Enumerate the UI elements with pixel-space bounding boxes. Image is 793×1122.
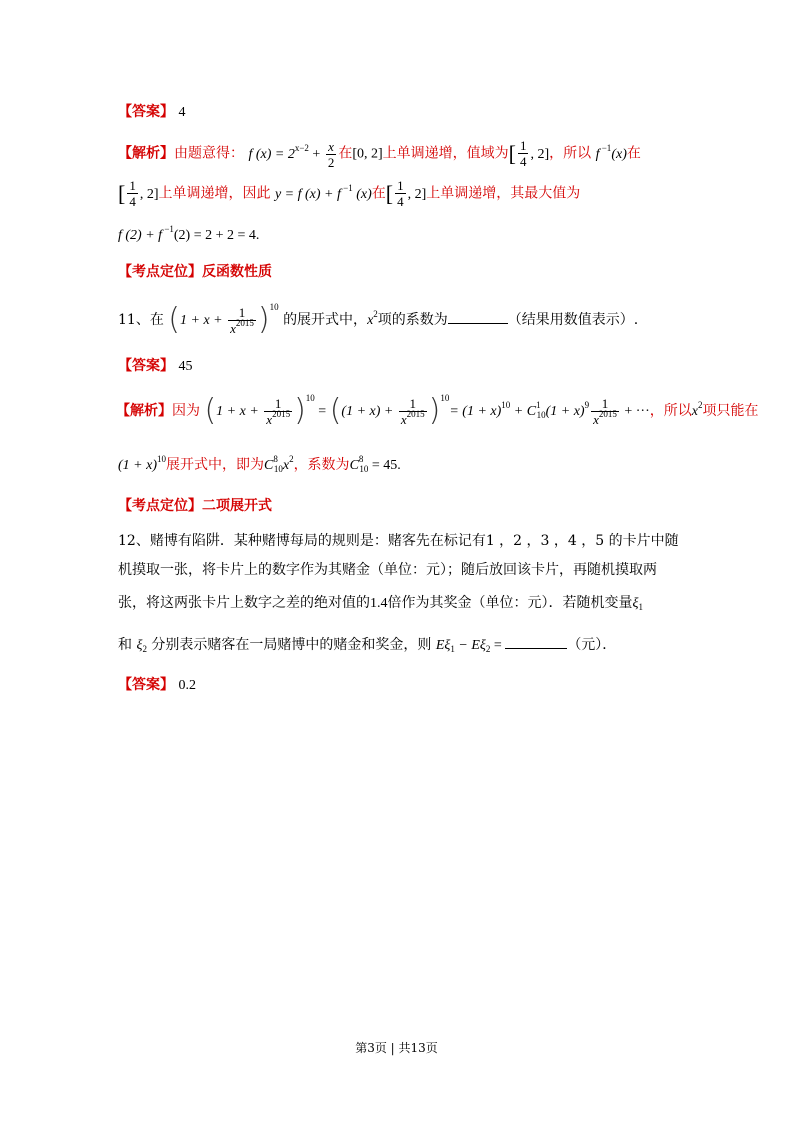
kaodian-tag: 【考点定位】 (118, 264, 202, 280)
q11-question: 11、在 (1 + x + $\frac{1}{x^{2015}}$ )$^{10}$ 的展开式中，$x^2$项的系数为 （结果用数值表示）. (118, 302, 639, 337)
inverse-function: f $^{-1}$(x) (595, 142, 627, 162)
answer-blank[interactable] (448, 323, 508, 324)
q12-line1: 12、赌博有陷阱．某种赌博每局的规则是：赌客先在标记有1 ，2 ，3 ，4 ，5 的卡片中随 (118, 533, 679, 549)
kaodian-tag: 【考点定位】 (118, 498, 202, 514)
q12-line3: 张，将这两张卡片上数字之差的绝对值的1.4倍作为其奖金（单位：元）．若随机变量$\xi_1$ (118, 595, 643, 612)
sum-function: y = f (x) + f $^{-1}$ (x) (274, 182, 372, 202)
q11-analysis-line2: $(1 + x)^{10}$展开式中，即为$C^8_{10}x^2$，系数为$C^8_{10} = 45$. (118, 454, 401, 474)
q10-analysis-line2: [ $\frac{1}{4}$ , 2]上单调递增，因此 y = f (x) + f $^{-1}$ (x)在[ $\frac{1}{4}$ , 2]上单调递增，其最大值为 (118, 178, 581, 209)
kaodian-text: 反函数性质 (202, 264, 272, 280)
q11-kaodian (118, 495, 272, 517)
interval: [0, 2] (352, 146, 383, 162)
q11-answer-line (118, 355, 192, 378)
analysis-tag: 【解析】 (118, 145, 174, 162)
analysis-intro: 由题意得： (174, 145, 244, 162)
page-footer: 第3页 | 共13页 (355, 1041, 438, 1055)
answer-tag: 【答案】 (118, 358, 174, 374)
q12-line2: 机摸取一张，将卡片上的数字作为其赌金（单位：元）；随后放回该卡片，再随机摸取两 (118, 562, 657, 578)
q12-line4: 和 $\xi_2$ 分别表示赌客在一局赌博中的赌金和奖金，则 $E\xi_1 - E\xi_2$ = （元）． (118, 637, 617, 654)
answer-tag: 【答案】 (118, 104, 174, 120)
q10-answer-line (118, 101, 185, 124)
answer-tag: 【答案】 (118, 677, 174, 693)
q10-analysis-line1: 【解析】由题意得： f $(x) = 2^{x-2}$ + $\frac{x}{2}$ 在[0, 2]上单调递增，值域为[ $\frac{1}{4}$ , 2]，所以 f $^{-1}$(x)在 (118, 138, 641, 170)
answer-blank[interactable] (505, 648, 567, 649)
range-3: [ $\frac{1}{4}$ , 2] (385, 178, 427, 209)
q11-analysis-line1: 【解析】因为 (1 + x + $\frac{1}{x^{2015}}$ )$^{10}$ = ((1 + x) + $\frac{1}{x^{2015}}$ )$^{10}= (1 + x)^{10} + C^1_{10}(1 + x)^9$ $\frac{1}{x^{2015}}$ + ···，所以$x^2$项只能在 (116, 393, 759, 428)
kaodian-text: 二项展开式 (202, 498, 272, 514)
q10-kaodian (118, 261, 272, 283)
analysis-tag: 【解析】 (116, 403, 172, 419)
q12-answer-line (118, 674, 196, 697)
answer-value: 4 (178, 105, 186, 120)
range-2: [ $\frac{1}{4}$ , 2] (118, 178, 159, 209)
function-definition: f $(x) = 2^{x-2}$ + $\frac{x}{2}$ (248, 138, 335, 170)
range: [ $\frac{1}{4}$ , 2] (508, 138, 550, 169)
expansion-equation: (1 + x + $\frac{1}{x^{2015}}$ )$^{10}$ = ((1 + x) + $\frac{1}{x^{2015}}$ )$^{10}= (1 + x)^{10} + C^1_{10}(1 + x)^9$ $\frac{1}{x^{2015}}$ + ··· (204, 393, 650, 428)
q10-result: f (2) + f $^{-1}$(2) = 2 + 2 = 4. (118, 224, 260, 243)
answer-value: 45 (178, 359, 193, 374)
answer-value: 0.2 (178, 678, 196, 693)
